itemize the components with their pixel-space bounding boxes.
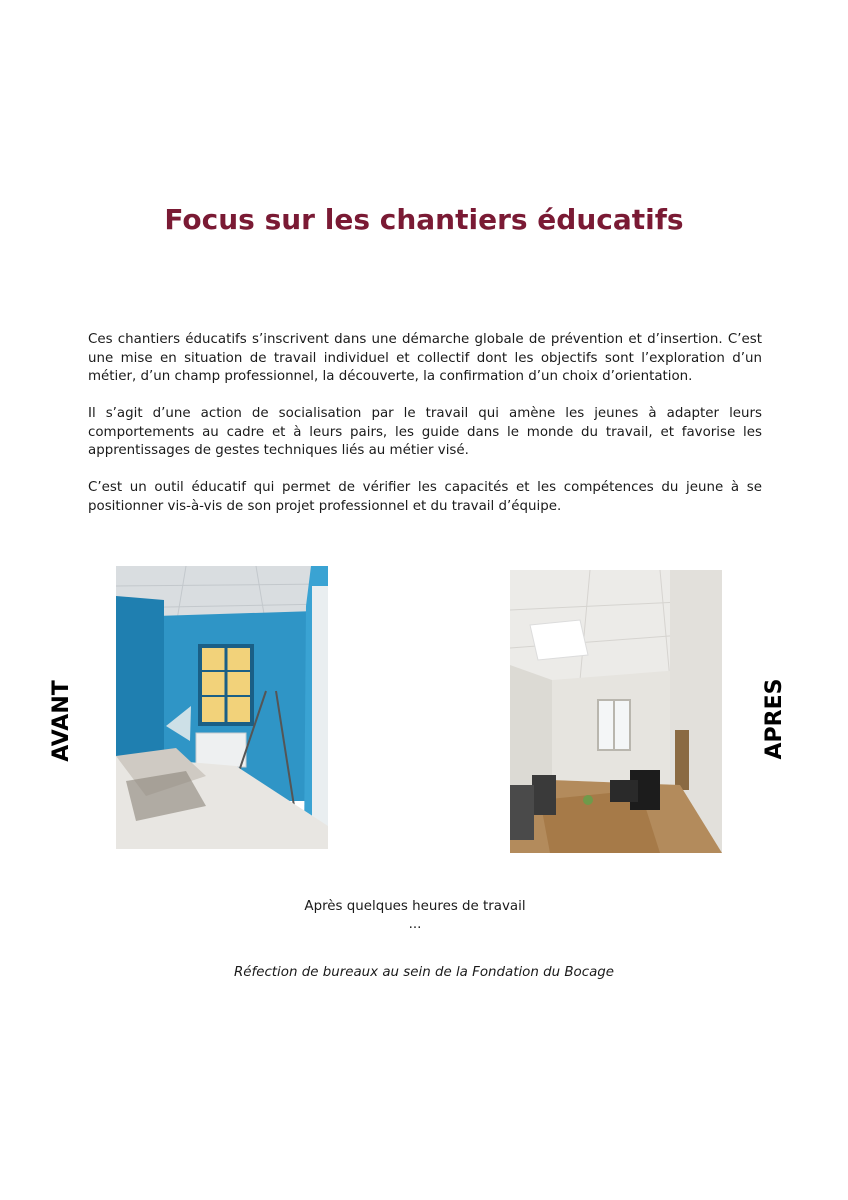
photo-subcaption: Réfection de bureaux au sein de la Fondation du Bocage xyxy=(233,965,615,980)
after-label: APRES xyxy=(762,678,787,760)
photo-caption: Après quelques heures de travail ... xyxy=(304,899,526,932)
before-label: AVANT xyxy=(49,680,74,762)
page-title: Focus sur les chantiers éducatifs xyxy=(164,203,684,236)
intro-text xyxy=(88,331,762,535)
after-photo xyxy=(510,570,722,853)
paragraph-1: Ces chantiers éducatifs s’inscrivent dans une démarche globale de prévention et d’insertion. C’est une mise en situation de travail individuel et collectif dont les objectifs sont l’exploration d’un métier, d’un champ professionnel, la découverte, la confirmation d’un choix d’orientation. xyxy=(88,332,762,384)
before-photo xyxy=(116,566,328,849)
paragraph-2: Il s’agit d’une action de socialisation par le travail qui amène les jeunes à adapter leurs comportements au cadre et à leurs pairs, les guide dans le monde du travail, et favorise les apprentissages de gestes techniques liés au métier visé. xyxy=(88,406,762,458)
paragraph-3: C’est un outil éducatif qui permet de vérifier les capacités et les compétences du jeune à se positionner vis-à-vis de son projet professionnel et du travail d’équipe. xyxy=(88,480,762,514)
